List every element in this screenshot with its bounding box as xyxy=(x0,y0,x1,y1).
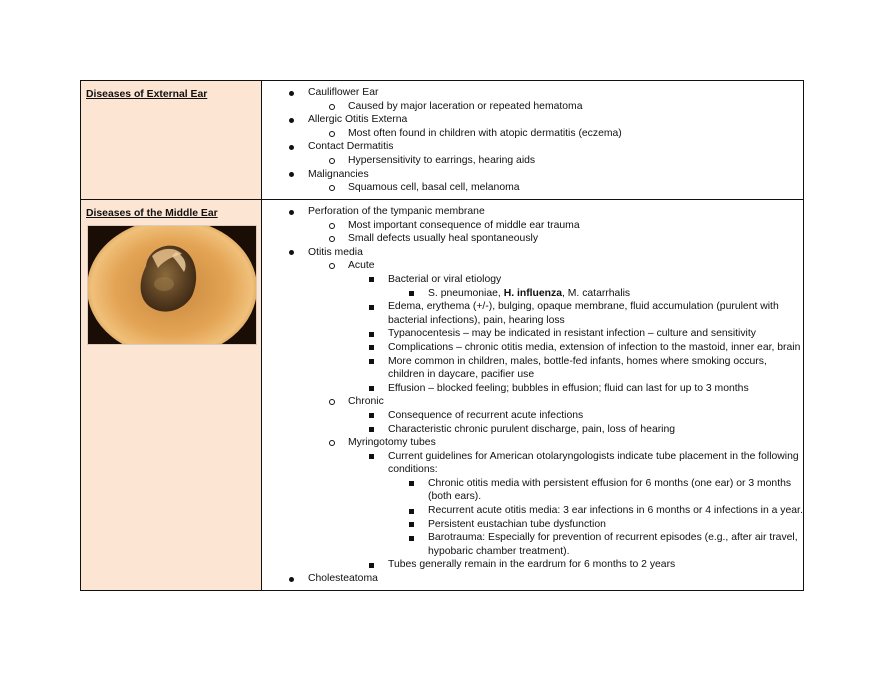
list-item xyxy=(388,518,803,532)
list-item xyxy=(308,395,803,436)
list-item xyxy=(308,181,803,195)
item-typanocentesis: Typanocentesis – may be indicated in resistant infection – culture and sensitivity xyxy=(388,328,756,340)
item-malignancies: Malignancies xyxy=(308,168,369,180)
item-organisms xyxy=(428,287,803,301)
external-ear-row xyxy=(81,81,804,200)
external-ear-list xyxy=(262,86,803,195)
external-ear-heading-cell xyxy=(81,81,262,200)
item-signs: Edema, erythema (+/-), bulging, opaque membrane, fluid accumulation (purulent with bacterial infections), pain, hearing loss xyxy=(388,301,779,326)
list-item xyxy=(308,127,803,141)
item-otitis-media: Otitis media xyxy=(308,246,363,258)
item-effusion: Effusion – blocked feeling; bubbles in effusion; fluid can last for up to 3 months xyxy=(388,382,749,394)
list-item xyxy=(348,273,803,300)
list-item xyxy=(262,168,803,195)
list-item xyxy=(388,531,803,558)
item-perforation: Perforation of the tympanic membrane xyxy=(308,206,485,217)
organisms-text-2: , M. catarrhalis xyxy=(562,287,631,299)
organisms-bold: H. influenza xyxy=(503,287,562,299)
list-item xyxy=(262,572,803,586)
list-item xyxy=(388,504,803,518)
item-perforation-healing: Small defects usually heal spontaneously xyxy=(348,233,539,245)
item-complications: Complications – chronic otitis media, extension of infection to the mastoid, inner ear, brain xyxy=(388,341,801,353)
eardrum-otoscope-image xyxy=(87,225,257,345)
list-item xyxy=(348,300,803,327)
list-item xyxy=(262,86,803,113)
middle-ear-heading: Diseases of the Middle Ear xyxy=(86,208,218,219)
list-item xyxy=(348,409,803,423)
list-item xyxy=(308,154,803,168)
item-guidelines: Current guidelines for American otolaryngologists indicate tube placement in the following conditions: xyxy=(388,450,799,476)
list-item xyxy=(348,558,803,572)
item-allergic-otitis: Allergic Otitis Externa xyxy=(308,114,408,126)
organisms-text-1: S. pneumoniae, xyxy=(428,287,504,299)
list-item xyxy=(388,287,803,301)
notes-table xyxy=(80,80,804,591)
item-condition-chronic-effusion: Chronic otitis media with persistent effusion for 6 months (one ear) or 3 months (both ears). xyxy=(428,477,792,503)
item-contact-dermatitis-detail: Hypersensitivity to earrings, hearing aids xyxy=(348,154,536,166)
list-item xyxy=(348,341,803,355)
item-acute: Acute xyxy=(348,260,375,272)
item-chronic: Chronic xyxy=(348,396,384,408)
list-item xyxy=(348,450,803,559)
item-condition-eustachian: Persistent eustachian tube dysfunction xyxy=(428,518,606,530)
list-item xyxy=(308,232,803,246)
middle-ear-row xyxy=(81,200,804,591)
middle-ear-content-cell xyxy=(262,200,804,591)
list-item xyxy=(348,355,803,382)
item-perforation-trauma: Most important consequence of middle ear trauma xyxy=(348,219,580,231)
item-cauliflower-ear: Cauliflower Ear xyxy=(308,87,379,98)
item-cholesteatoma: Cholesteatoma xyxy=(308,573,378,585)
list-item xyxy=(262,140,803,167)
item-chronic-signs: Characteristic chronic purulent discharge, pain, loss of hearing xyxy=(388,423,676,435)
list-item xyxy=(348,423,803,437)
item-risk-factors: More common in children, males, bottle-fed infants, homes where smoking occurs, children in daycare, pacifier use xyxy=(388,355,767,381)
list-item xyxy=(262,205,803,246)
item-condition-recurrent: Recurrent acute otitis media: 3 ear infections in 6 months or 4 infections in a year. xyxy=(428,505,803,517)
list-item xyxy=(308,436,803,572)
item-myringotomy: Myringotomy tubes xyxy=(348,437,436,449)
list-item xyxy=(348,327,803,341)
list-item xyxy=(388,477,803,504)
external-ear-heading: Diseases of External Ear xyxy=(86,89,208,100)
item-malignancies-detail: Squamous cell, basal cell, melanoma xyxy=(348,182,520,194)
list-item xyxy=(308,100,803,114)
list-item xyxy=(262,246,803,572)
list-item xyxy=(308,219,803,233)
item-condition-barotrauma: Barotrauma: Especially for prevention of recurrent episodes (e.g., after air travel, hypobaric chamber treatment). xyxy=(428,532,798,557)
middle-ear-list xyxy=(262,205,803,586)
list-item xyxy=(348,382,803,396)
external-ear-content-cell xyxy=(262,81,804,200)
item-tube-duration: Tubes generally remain in the eardrum for 6 months to 2 years xyxy=(388,559,676,571)
item-chronic-cause: Consequence of recurrent acute infections xyxy=(388,409,584,421)
middle-ear-heading-cell xyxy=(81,200,262,591)
item-allergic-otitis-detail: Most often found in children with atopic dermatitis (eczema) xyxy=(348,127,622,139)
item-etiology: Bacterial or viral etiology xyxy=(388,273,502,285)
item-contact-dermatitis: Contact Dermatitis xyxy=(308,141,394,153)
item-cauliflower-detail: Caused by major laceration or repeated hematoma xyxy=(348,100,583,112)
list-item xyxy=(262,113,803,140)
list-item xyxy=(308,259,803,395)
